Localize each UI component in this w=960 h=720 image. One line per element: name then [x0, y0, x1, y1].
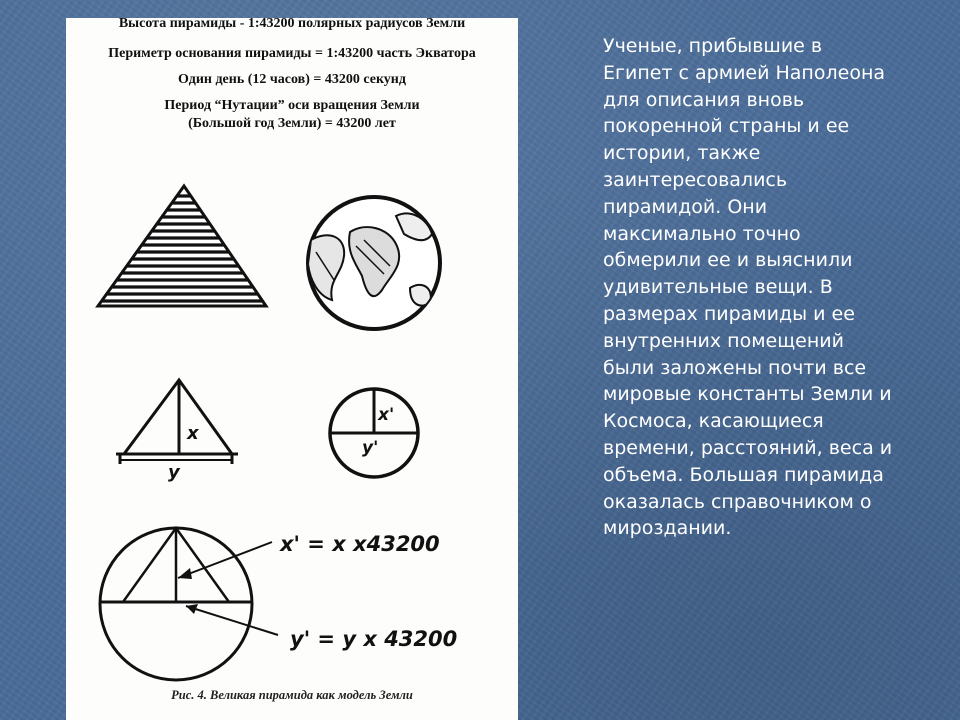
figure-caption: Рис. 4. Великая пирамида как модель Земли: [171, 688, 413, 702]
text-line: Ученые, прибывшие в: [603, 35, 823, 57]
text-line: были заложены почти все: [603, 356, 867, 379]
text-line: покоренной страны и ее: [603, 115, 850, 138]
figure-drawings: [66, 18, 518, 720]
text-line: Космоса, касающиеся: [603, 410, 824, 433]
circle-diagram: [330, 389, 418, 477]
text-line: внутренних помещений: [603, 329, 844, 352]
text-line: обмерили ее и выяснили: [603, 249, 853, 272]
text-line: для описания вновь: [603, 88, 805, 111]
label-y: y: [168, 462, 180, 483]
text-line: мироздании.: [603, 517, 732, 540]
scan-header-line: Высота пирамиды - 1:43200 полярных радиусов Земли: [118, 18, 466, 31]
text-line: заинтересовались: [603, 168, 788, 191]
description-text: [603, 33, 943, 542]
label-x: x: [187, 423, 199, 444]
text-line: времени, расстояний, веса и: [603, 436, 893, 459]
scanned-figure: [66, 18, 518, 720]
globe-drawing: [308, 197, 440, 329]
text-line: объема. Большая пирамида: [603, 463, 884, 486]
model-diagram: [100, 528, 457, 680]
formula-y: y' = y x 43200: [290, 627, 458, 651]
text-line: пирамидой. Они: [603, 195, 768, 218]
text-line: размерах пирамиды и ее: [603, 302, 855, 325]
scan-header-line: Один день (12 часов) = 43200 секунд: [178, 72, 406, 87]
pyramid-drawing: [86, 186, 286, 306]
label-y-prime: y': [362, 438, 379, 458]
scan-header-line: (Большой год Земли) = 43200 лет: [188, 116, 396, 131]
text-line: удивительные вещи. В: [603, 276, 833, 299]
triangle-diagram: [116, 380, 238, 483]
text-line: максимально точно: [603, 222, 801, 245]
text-line: истории, также: [603, 142, 761, 165]
text-line: Египет с армией Наполеона: [603, 61, 886, 84]
formula-x: x' = x x43200: [280, 532, 440, 556]
scan-header-line: Период “Нутации” оси вращения Земли: [164, 98, 420, 113]
text-line: мировые константы Земли и: [603, 383, 892, 406]
text-line: оказалась справочником о: [603, 490, 872, 513]
label-x-prime: x': [378, 405, 395, 425]
scan-header-line: Периметр основания пирамиды = 1:43200 часть Экватора: [108, 46, 476, 61]
